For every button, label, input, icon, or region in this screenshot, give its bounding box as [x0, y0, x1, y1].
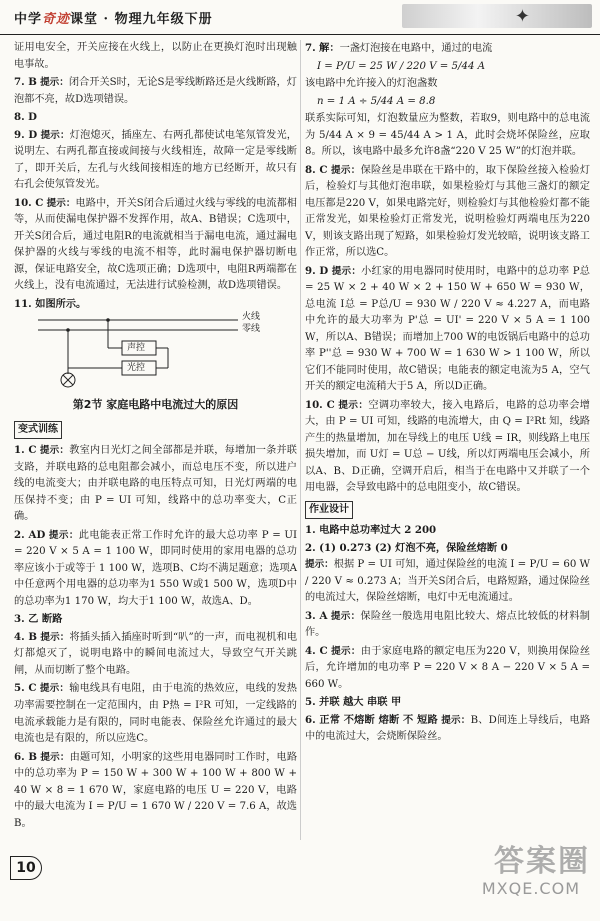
hint-label: 提示： [40, 631, 70, 643]
formula-count: n = 1 A ÷ 5/44 A = 8.8 [317, 95, 436, 107]
sound-switch-label: 声控 [127, 343, 146, 354]
answer-9 [14, 127, 297, 194]
variant-5 [14, 680, 297, 747]
homework-2: 2. (1) 0.273 (2) 灯泡不亮，保险丝熔断 0 [305, 541, 508, 554]
hint-label: 提示： [39, 683, 70, 695]
answer-text: 由题可知，小明家的这些用电器同时工作时，电路中的总功率为 P = 150 W + 300 W + 100 W + 800 W + 40 W × 8 = 1 670 W，家庭电路的电压 U = 220 V，电路中的最大电流为 I = P/U = 1 670 W / 220 V = 7.6 A，故选B。 [14, 751, 298, 829]
page-header [0, 0, 600, 35]
answer-text: 灯泡熄灭，插座左、右两孔都使试电笔氖管发光，说明左、右两孔都直接或间接与火线相连，故障一定是零线断了，即开关后，左孔与火线间接相连的地方已经断开，故只有右孔会使氖管发光。 [14, 129, 297, 191]
answer-10 [305, 397, 590, 497]
brand-part-b: 课堂 · 物理九年级下册 [70, 12, 213, 27]
answer-7-solution [305, 40, 590, 58]
answer-number: 2. AD [14, 528, 46, 541]
answer-text: 由于家庭电路的额定电压为220 V，则换用保险丝后，允许增加的电功率 P = 220 V × 8 A − 220 V × 5 A = 660 W。 [305, 645, 591, 690]
answer-text: 保险丝一般选用电阻比较大、熔点比较低的材料制作。 [305, 610, 590, 639]
junction-dot [66, 328, 70, 332]
homework-5: 5. 并联 越大 串联 甲 [305, 696, 402, 709]
answer-text: 小红家的用电器同时使用时，电路中的总功率 P总 = 25 W × 2 + 40 W × 2 + 150 W + 650 W = 930 W，总电流 I总 = P总/U = 930 W / 220 V ≈ 4.227 A，而电路中允许的最大功率为 P'总 = UI' = 220 V × 5 A = 1 100 W，所以A、B错误；而增加上700 W的电饭锅后电路中的总功率 P''总 = 930 W + 700 W = 1 630 W > 1 100 W，所以它们不能同时使用，故C错误；电能表的额定电流为5 A，空气开关的额定电流稍大于5 A，所以D正确。 [305, 265, 590, 393]
answer-text: 电路中，开关S闭合后通过火线与零线的电流都相等，从而使漏电保护器不发挥作用，故A、B错误；C选项中，开关S闭合后，通过电阻R的电流就相当于漏电电流，通过漏电保护器的火线与零线的电流不相等，此时漏电保护器切断电源，保证电路安全，故C选项正确；D选项中，电阻R两端都在火线上，没有电流通过，无法进行试验检测，故D选项错误。 [14, 197, 297, 292]
hint-label: 提示： [331, 645, 361, 657]
variant-6 [14, 749, 297, 833]
hint-label: 提示： [40, 129, 70, 141]
answer-number: 4. B [14, 630, 37, 643]
answer-number: 4. C [305, 644, 328, 657]
answer-9 [305, 263, 590, 396]
watermark-url: MXQE.COM [481, 879, 580, 898]
light-switch-label: 光控 [127, 363, 146, 374]
answer-text: 根据 P = UI 可知，通过保险丝的电流 I = P/U = 60 W / 220 V ≈ 0.273 A；当开关S闭合后，电路短路，通过保险丝的电流过大，保险丝熔断，电灯中无电流通过。 [305, 559, 591, 604]
hint-label: 提示： [39, 445, 70, 457]
answer-number: 7. B [14, 76, 37, 89]
answer-number: 6. 正常 不熔断 熔断 不 短路 [305, 713, 438, 726]
header-banner [402, 4, 592, 28]
answer-number: 10. C [305, 398, 335, 411]
hint-label: 提示： [40, 751, 70, 763]
variant-2 [14, 527, 297, 611]
homework-4 [305, 643, 590, 694]
answer-text: 将插头插入插座时听到“叭”的一声，而电视机和电灯都熄灭了，说明电路中的瞬间电流过大，导致空气开关跳闸，从而切断了整个电路。 [14, 631, 298, 676]
hint-label: 提示： [338, 399, 369, 411]
answer-number: 7. 解： [305, 42, 340, 54]
variant-3: 3. 乙 断路 [14, 613, 63, 626]
answer-text: 输电线具有电阻，由于电流的热效应，电线的发热功率需要控制在一定范围内，由 P热 = I²R 可知，一定线路的电流承载能力是有限的，同时电能表、保险丝允许通过的最大电流也是有限的，所以应选C。 [14, 683, 297, 745]
answer-text: 保险丝是串联在干路中的，取下保险丝接入检验灯后，检验灯与其他灯泡串联，如果检验灯与其他三盏灯的额定电压都是220 V，如果电路完好，则检验灯与其他检验灯都不能正常发光，如果检验灯正常发光，说明检验灯两端电压为220 V，则该支路出现了短路，如果检验灯发光较暗，说明该支路工作正常，所以选C。 [305, 164, 591, 259]
homework-6 [305, 712, 590, 746]
answer-text: 闭合开关S时，无论S是零线断路还是火线断路，灯泡都不亮，故D选项错误。 [14, 77, 297, 105]
answer-number: 10. C [14, 196, 44, 209]
page-number: 10 [10, 856, 42, 880]
formula-current: I = P/U = 25 W / 220 V = 5/44 A [317, 60, 486, 72]
hint-label: 提示： [305, 559, 334, 571]
brand-mark: 奇迹 [42, 12, 71, 27]
variant-4 [14, 629, 297, 680]
hint-label: 提示： [48, 529, 79, 541]
answer-7 [14, 74, 297, 108]
watermark-logo: 答案圈 [494, 844, 590, 879]
answer-number: 8. C [305, 163, 328, 176]
answer-7-conclusion: 联系实际可知，灯泡数量应为整数，若取9，则电路中的总电流为 5/44 A × 9 = 45/44 A > 1 A，此时会烧坏保险丝，应取8。所以，该电路中最多允许8盏“220 V 25 W”的灯泡并联。 [305, 113, 590, 158]
homework-box-label: 作业设计 [305, 501, 353, 519]
hint-label: 提示： [331, 164, 361, 176]
hint-label: 提示： [46, 197, 76, 209]
hint-label: 提示： [441, 714, 471, 726]
brand-part-a: 中学 [14, 12, 43, 27]
hint-label: 提示： [330, 610, 361, 622]
book-brand [14, 9, 213, 30]
column-divider [300, 40, 301, 840]
answer-8: 8. D [14, 111, 38, 124]
variant-1 [14, 442, 297, 526]
butterfly-icon: ✦ [514, 6, 530, 27]
left-column [14, 40, 297, 833]
exercise-box-label: 变式训练 [14, 421, 62, 439]
continuation-text: 证用电安全，开关应接在火线上，以防止在更换灯泡时出现触电事故。 [14, 42, 297, 70]
homework-3 [305, 608, 590, 642]
answer-number: 5. C [14, 682, 37, 695]
circuit-diagram [38, 314, 278, 392]
homework-1: 1. 电路中总功率过大 2 200 [305, 524, 437, 537]
answer-number: 9. D [14, 128, 38, 141]
answer-text: B、D间连上导线后，电路中的电流过大，会烧断保险丝。 [305, 714, 591, 743]
answer-11: 11. 如图所示。 [14, 297, 87, 310]
right-column [305, 40, 590, 747]
answer-8 [305, 162, 590, 262]
answer-text: 一盏灯泡接在电路中，通过的电流 [339, 43, 493, 54]
live-wire-label: 火线 [242, 312, 261, 323]
answer-text: 此电能表正常工作时允许的最大总功率 P = UI = 220 V × 5 A = 1 100 W，即同时使用的家用电器的总功率应该小于或等于 1 100 W，选项B、C均不满足题意；选项A中任意两个用电器的总功率为1 550 W或1 500 W，选项D中的总功率为1 170 W，均大于1 100 W，故选A、D。 [14, 529, 298, 607]
homework-2-hint [305, 557, 590, 607]
answer-number: 9. D [305, 264, 329, 277]
neutral-wire-label: 零线 [242, 324, 261, 335]
answer-number: 6. B [14, 750, 37, 763]
answer-number: 3. A [305, 609, 328, 622]
answer-text: 教室内日光灯之间全部都是并联，每增加一条并联支路，并联电路的总电阻都会减小，而总电压不变，所以进户线的电流变大；由并联电路的电压特点可知，日光灯两端的电压保持不变；由 P = UI 可知，线路中的总功率变大，C正确。 [14, 445, 297, 523]
junction-dot [106, 318, 110, 322]
hint-label: 提示： [331, 265, 362, 277]
section-title: 第2节 家庭电路中电流过大的原因 [72, 398, 239, 412]
answer-text: 空调功率较大，接入电路后，电路的总功率会增大，由 P = UI 可知，线路的电流增大，由 Q = I²Rt 知，线路产生的热量增加，加在导线上的电压 U线 = IR，则线路上电压损失增加，而 U灯 = U总 − U线，所以灯两端电压会减小，所以A、B、D正确，空调开启后，相当于在电路中又并联了一个用电器，会导致电路中的总电阻变小，故C错误。 [305, 399, 590, 494]
formula-intro: 该电路中允许接入的灯泡盏数 [305, 78, 438, 90]
answer-10 [14, 195, 297, 295]
hint-label: 提示： [40, 77, 69, 89]
answer-number: 1. C [14, 444, 37, 457]
